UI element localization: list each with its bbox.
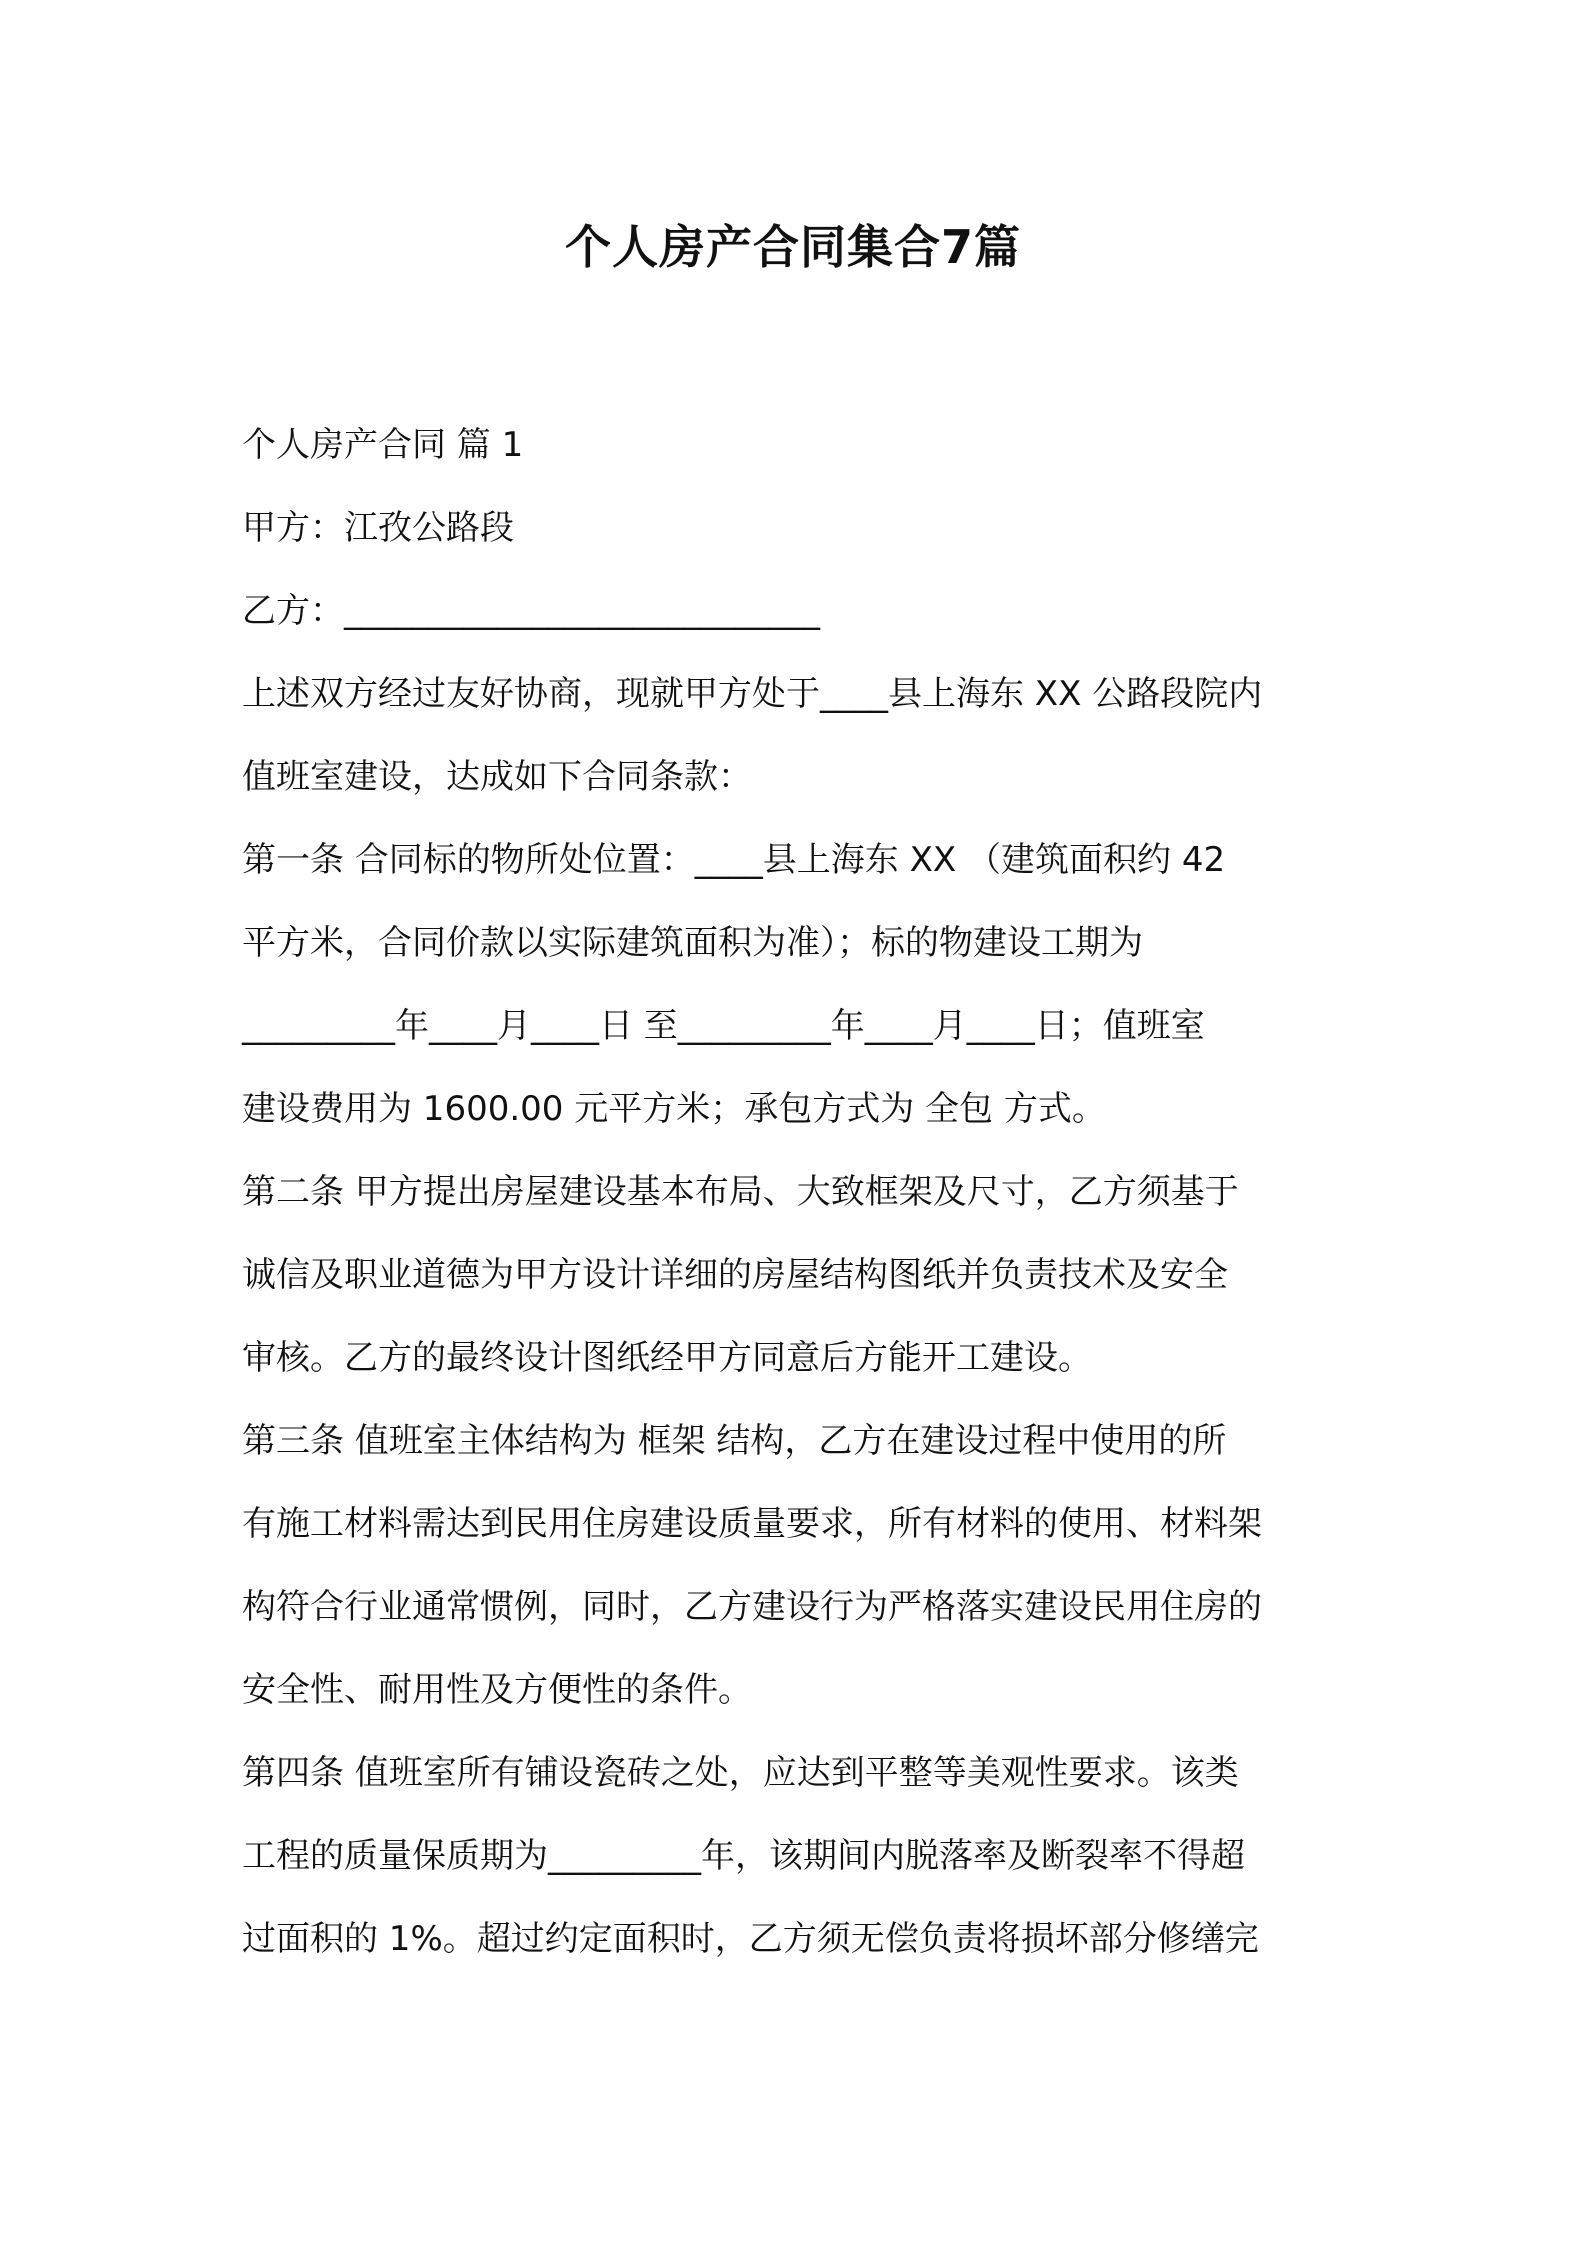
clause-1-line: _________年____月____日 至_________年____月____日；值班室 <box>242 1006 1205 1046</box>
clause-4-line: 第四条 值班室所有铺设瓷砖之处，应达到平整等美观性要求。该类 <box>242 1753 1239 1793</box>
clause-1-line: 第一条 合同标的物所处位置：____县上海东 XX （建筑面积约 42 <box>242 840 1226 880</box>
clause-4-line: 过面积的 1%。超过约定面积时，乙方须无偿负责将损坏部分修缮完 <box>242 1919 1259 1959</box>
clause-1-line: 平方米，合同价款以实际建筑面积为准）；标的物建设工期为 <box>242 923 1143 963</box>
document-body <box>242 404 1352 1981</box>
clause-2-line: 第二条 甲方提出房屋建设基本布局、大致框架及尺寸，乙方须基于 <box>242 1172 1239 1212</box>
clause-3-line: 第三条 值班室主体结构为 框架 结构，乙方在建设过程中使用的所 <box>242 1421 1227 1461</box>
clause-3-line: 安全性、耐用性及方便性的条件。 <box>242 1670 752 1710</box>
paragraph-line: 值班室建设，达成如下合同条款： <box>242 757 752 797</box>
clause-3-line: 有施工材料需达到民用住房建设质量要求，所有材料的使用、材料架 <box>242 1504 1262 1544</box>
document-title: 个人房产合同集合7篇 <box>564 220 1021 274</box>
clause-4-line: 工程的质量保质期为_________年，该期间内脱落率及断裂率不得超 <box>242 1836 1245 1876</box>
clause-2-line: 诚信及职业道德为甲方设计详细的房屋结构图纸并负责技术及安全 <box>242 1255 1228 1295</box>
clause-2-line: 审核。乙方的最终设计图纸经甲方同意后方能开工建设。 <box>242 1338 1092 1378</box>
paragraph-line: 上述双方经过友好协商，现就甲方处于____县上海东 XX 公路段院内 <box>242 674 1263 714</box>
section-heading: 个人房产合同 篇 1 <box>242 425 524 465</box>
party-a-line: 甲方：江孜公路段 <box>242 508 514 548</box>
party-b-line: 乙方：____________________________ <box>242 591 820 631</box>
clause-1-line: 建设费用为 1600.00 元平方米；承包方式为 全包 方式。 <box>242 1089 1106 1129</box>
clause-3-line: 构符合行业通常惯例，同时，乙方建设行为严格落实建设民用住房的 <box>242 1587 1262 1627</box>
